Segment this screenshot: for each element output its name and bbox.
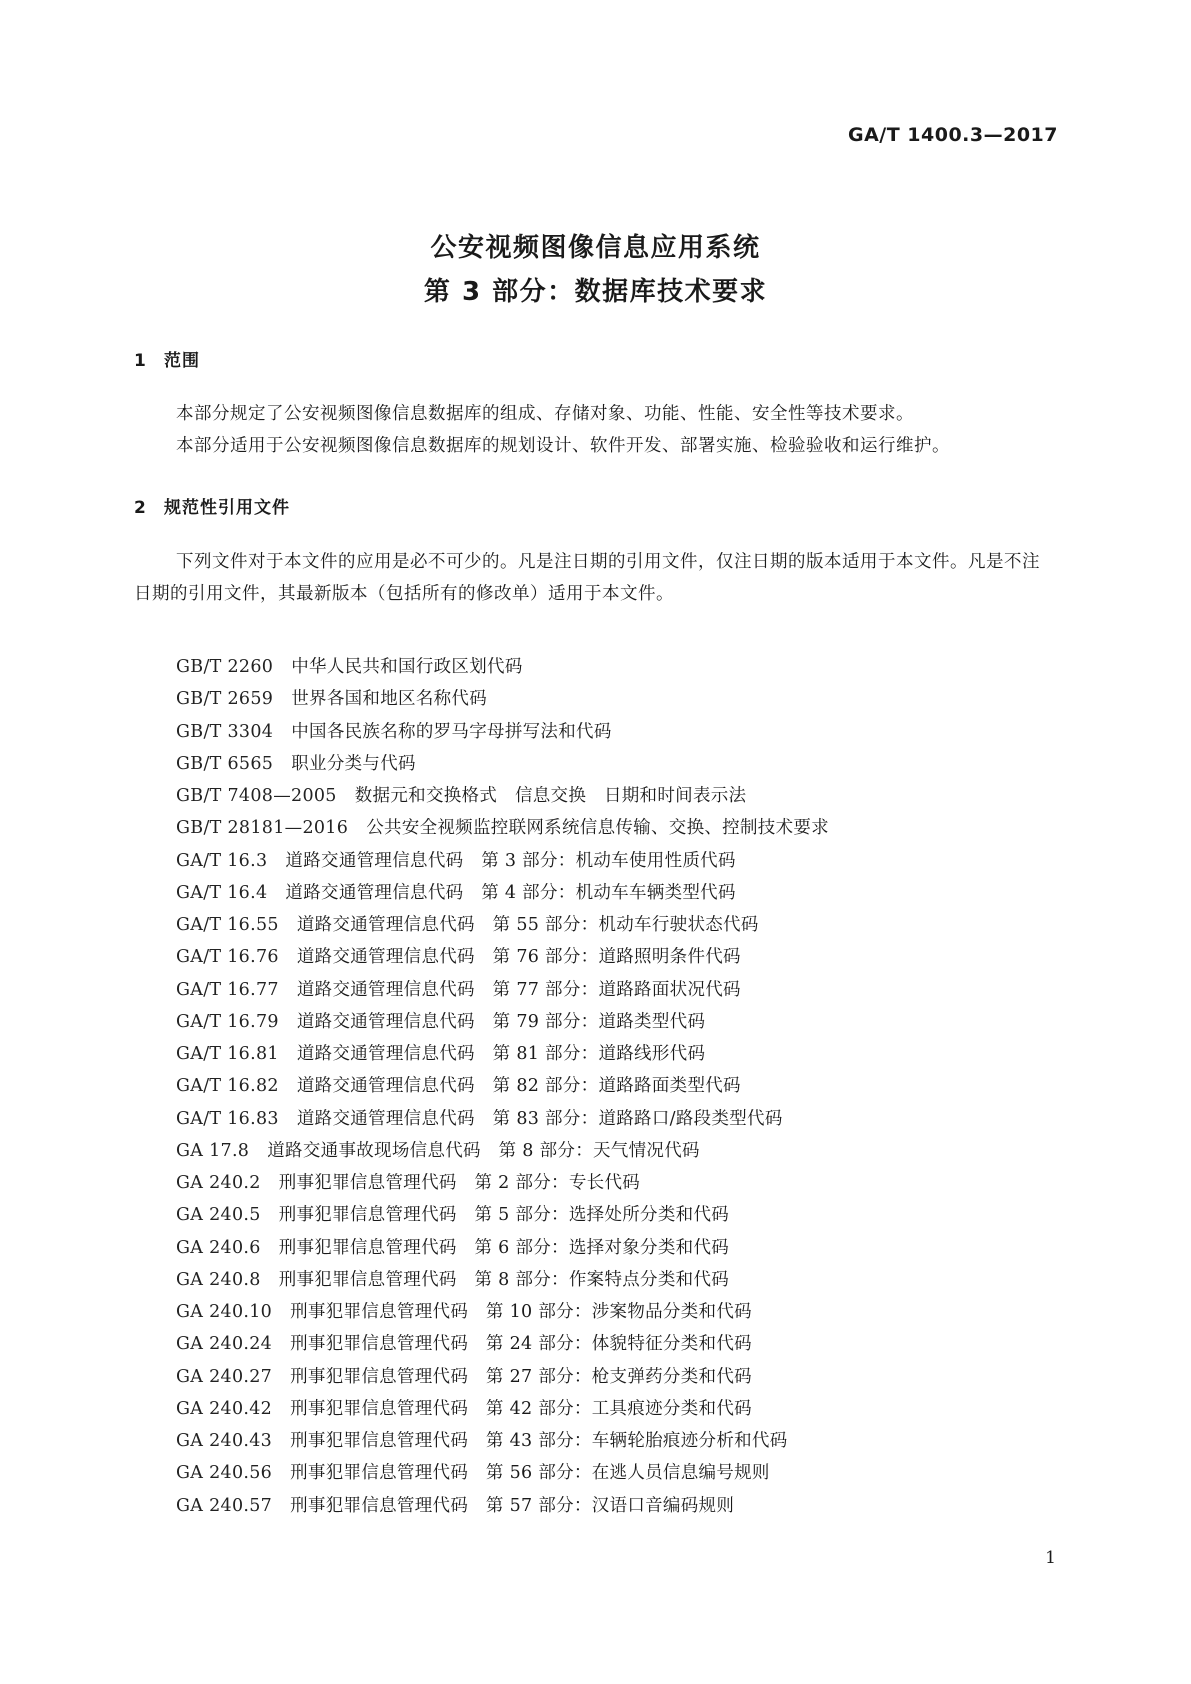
standard-number: GA/T 1400.3—2017 — [847, 124, 1058, 146]
reference-item — [176, 780, 1056, 812]
reference-item — [176, 974, 1056, 1006]
reference-code: GA 240.57 — [176, 1495, 273, 1516]
reference-title: 数据元和交换格式 信息交换 日期和时间表示法 — [354, 786, 747, 806]
reference-code: GA 240.56 — [176, 1463, 273, 1484]
section-number: 2 — [134, 498, 147, 518]
reference-code: GB/T 2260 — [176, 657, 274, 677]
reference-code: GA 240.5 — [176, 1205, 261, 1226]
reference-code: GB/T 6565 — [176, 753, 274, 774]
reference-code: GB/T 7408—2005 — [176, 786, 337, 806]
reference-item — [176, 1232, 1056, 1264]
reference-title: 刑事犯罪信息管理代码 第 27 部分：枪支弹药分类和代码 — [290, 1366, 752, 1387]
reference-code: GA/T 16.81 — [176, 1044, 279, 1064]
reference-title: 中华人民共和国行政区划代码 — [291, 657, 523, 677]
reference-title: 刑事犯罪信息管理代码 第 57 部分：汉语口音编码规则 — [290, 1495, 735, 1516]
reference-title: 公共安全视频监控联网系统信息传输、交换、控制技术要求 — [366, 818, 829, 839]
paragraph: 本部分适用于公安视频图像信息数据库的规划设计、软件开发、部署实施、检验验收和运行维护。 — [176, 436, 950, 457]
paragraph: 本部分规定了公安视频图像信息数据库的组成、存储对象、功能、性能、安全性等技术要求。 — [176, 404, 914, 424]
reference-code: GA 240.10 — [176, 1302, 273, 1322]
reference-code: GA/T 16.83 — [176, 1108, 279, 1129]
reference-code: GA/T 16.82 — [176, 1076, 279, 1097]
reference-title: 世界各国和地区名称代码 — [291, 689, 488, 710]
reference-item — [176, 845, 1056, 877]
section-2-body — [134, 546, 1055, 611]
page-number: 1 — [1045, 1548, 1056, 1568]
reference-title: 刑事犯罪信息管理代码 第 2 部分：专长代码 — [278, 1173, 641, 1193]
reference-title: 道路交通管理信息代码 第 79 部分：道路类型代码 — [296, 1011, 706, 1032]
reference-title: 刑事犯罪信息管理代码 第 56 部分：在逃人员信息编号规则 — [290, 1463, 770, 1484]
reference-title: 刑事犯罪信息管理代码 第 43 部分：车辆轮胎痕迹分析和代码 — [290, 1431, 788, 1451]
reference-item — [176, 1038, 1056, 1070]
reference-code: GA/T 16.79 — [176, 1011, 279, 1032]
reference-code: GB/T 28181—2016 — [176, 818, 349, 839]
reference-title: 道路交通管理信息代码 第 4 部分：机动车车辆类型代码 — [285, 882, 736, 903]
reference-title: 中国各民族名称的罗马字母拼写法和代码 — [291, 721, 612, 742]
reference-item — [176, 1135, 1056, 1167]
document-title — [0, 226, 1191, 314]
reference-title: 道路交通事故现场信息代码 第 8 部分：天气情况代码 — [267, 1140, 700, 1161]
reference-item — [176, 1296, 1056, 1328]
reference-title: 道路交通管理信息代码 第 82 部分：道路路面类型代码 — [296, 1076, 741, 1097]
reference-item — [176, 1328, 1056, 1360]
reference-item — [176, 1103, 1056, 1135]
reference-title: 道路交通管理信息代码 第 55 部分：机动车行驶状态代码 — [296, 915, 759, 935]
reference-code: GA 240.27 — [176, 1366, 273, 1387]
reference-title: 道路交通管理信息代码 第 77 部分：道路路面状况代码 — [296, 979, 741, 1000]
reference-item — [176, 1070, 1056, 1102]
reference-code: GA 240.2 — [176, 1173, 261, 1193]
reference-title: 刑事犯罪信息管理代码 第 10 部分：涉案物品分类和代码 — [290, 1302, 752, 1322]
reference-item — [176, 909, 1056, 941]
reference-code: GA/T 16.77 — [176, 979, 279, 1000]
reference-code: GA/T 16.76 — [176, 947, 279, 968]
reference-code: GB/T 3304 — [176, 721, 274, 742]
section-1-body — [134, 398, 1055, 463]
paragraph: 下列文件对于本文件的应用是必不可少的。凡是注日期的引用文件，仅注日期的版本适用于本文件。凡是不注日期的引用文件，其最新版本（包括所有的修改单）适用于本文件。 — [134, 552, 1040, 605]
reference-code: GA 240.6 — [176, 1237, 261, 1258]
reference-item — [176, 941, 1056, 973]
section-title: 范围 — [164, 351, 200, 371]
reference-title: 刑事犯罪信息管理代码 第 8 部分：作案特点分类和代码 — [278, 1269, 730, 1290]
reference-title: 刑事犯罪信息管理代码 第 5 部分：选择处所分类和代码 — [278, 1205, 730, 1226]
reference-code: GA/T 16.55 — [176, 915, 279, 935]
section-2-heading — [134, 493, 290, 518]
reference-item — [176, 812, 1056, 844]
reference-title: 道路交通管理信息代码 第 81 部分：道路线形代码 — [296, 1044, 706, 1064]
reference-code: GA 240.42 — [176, 1398, 273, 1419]
reference-item — [176, 1199, 1056, 1231]
normative-references-list — [176, 651, 1056, 1522]
reference-title: 刑事犯罪信息管理代码 第 42 部分：工具痕迹分类和代码 — [290, 1398, 752, 1419]
reference-code: GB/T 2659 — [176, 689, 274, 710]
reference-item — [176, 1457, 1056, 1489]
reference-item — [176, 683, 1056, 715]
reference-code: GA 240.24 — [176, 1334, 273, 1355]
reference-code: GA 240.43 — [176, 1431, 273, 1451]
section-title: 规范性引用文件 — [164, 498, 290, 518]
reference-item — [176, 877, 1056, 909]
section-number: 1 — [134, 351, 147, 371]
title-line-2: 第 3 部分：数据库技术要求 — [423, 277, 768, 307]
reference-item — [176, 1264, 1056, 1296]
reference-title: 刑事犯罪信息管理代码 第 24 部分：体貌特征分类和代码 — [290, 1334, 752, 1355]
reference-item — [176, 1490, 1056, 1522]
section-1-heading — [134, 346, 200, 371]
reference-item — [176, 651, 1056, 683]
reference-title: 道路交通管理信息代码 第 3 部分：机动车使用性质代码 — [285, 850, 736, 871]
reference-title: 道路交通管理信息代码 第 83 部分：道路路口/路段类型代码 — [296, 1108, 783, 1129]
title-line-1: 公安视频图像信息应用系统 — [430, 233, 761, 263]
reference-title: 刑事犯罪信息管理代码 第 6 部分：选择对象分类和代码 — [278, 1237, 730, 1258]
reference-item — [176, 1393, 1056, 1425]
reference-item — [176, 1361, 1056, 1393]
reference-title: 职业分类与代码 — [291, 753, 416, 774]
reference-code: GA/T 16.3 — [176, 850, 268, 871]
reference-item — [176, 716, 1056, 748]
reference-item — [176, 1006, 1056, 1038]
reference-item — [176, 1167, 1056, 1199]
reference-item — [176, 1425, 1056, 1457]
reference-title: 道路交通管理信息代码 第 76 部分：道路照明条件代码 — [296, 947, 741, 968]
reference-code: GA/T 16.4 — [176, 882, 268, 903]
reference-code: GA 240.8 — [176, 1269, 261, 1290]
reference-code: GA 17.8 — [176, 1140, 250, 1161]
reference-item — [176, 748, 1056, 780]
